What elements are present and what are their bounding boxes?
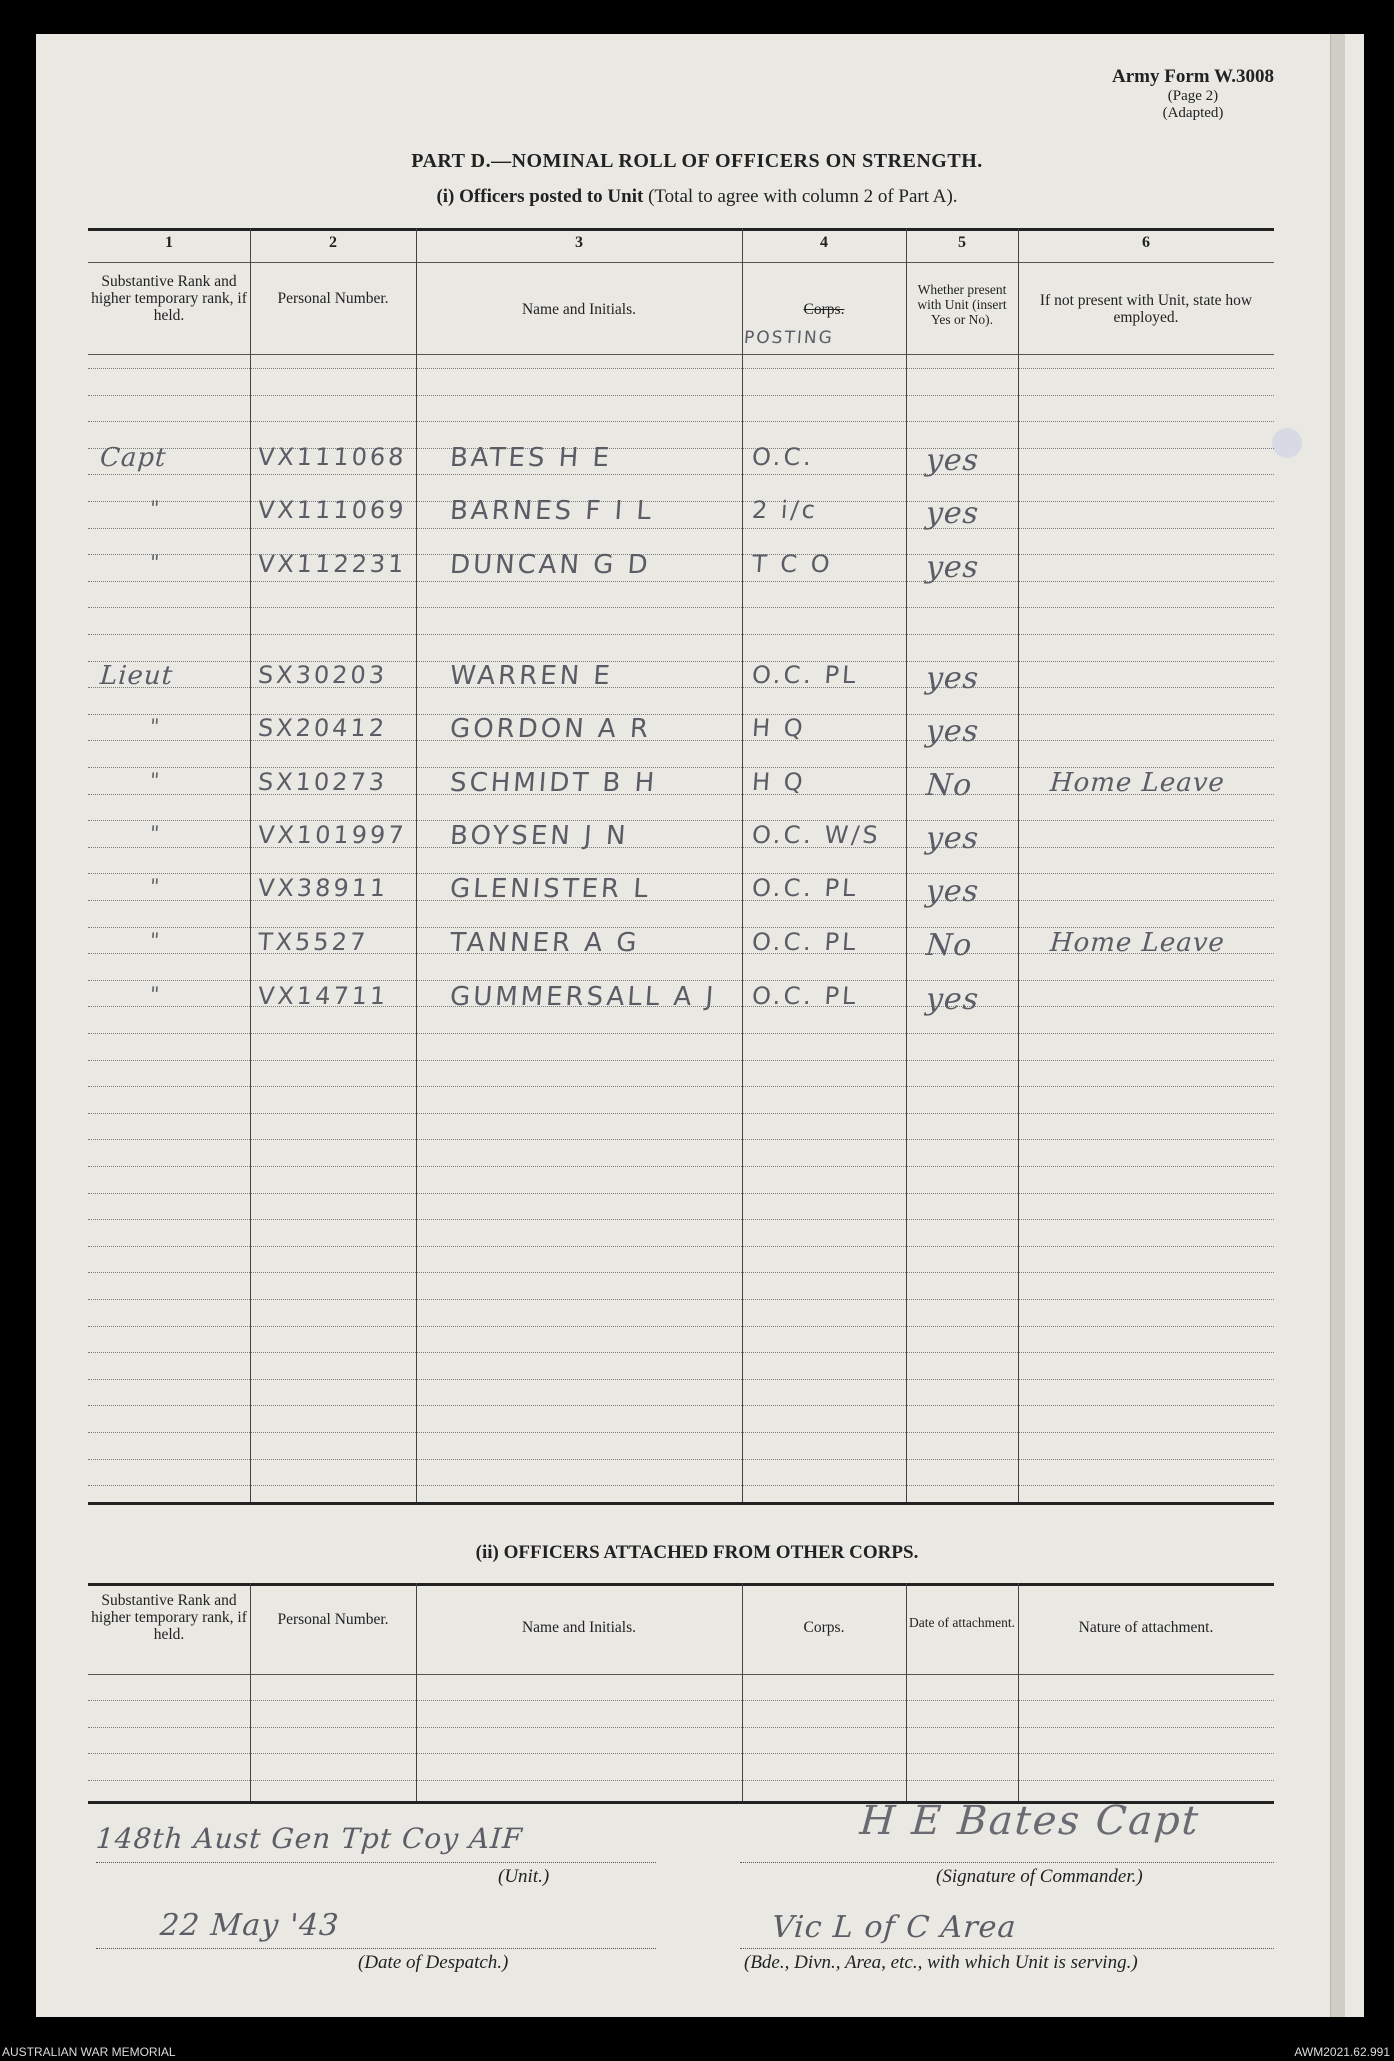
officer-posting: 2 i/c [751,496,819,524]
table-bottom-rule [88,1502,1274,1505]
header-name: Name and Initials. [521,301,637,318]
col-divider-5 [1018,228,1019,1502]
unit-label: (Unit.) [498,1866,550,1887]
ruled-row-line [88,1432,1274,1433]
unit-line [96,1862,656,1863]
part-d-title: PART D.—NOMINAL ROLL OF OFFICERS ON STRENGTH. [411,150,983,172]
officer-number: VX101997 [257,821,408,849]
header-personal-number: Personal Number. [277,290,389,307]
ruled-row-line [88,1193,1274,1194]
officer-posting: H Q [751,714,807,742]
header-rank: Substantive Rank and higher temporary rank, if held. [91,273,247,324]
officer-rank: " [149,550,162,574]
archive-credit: AUSTRALIAN WAR MEMORIAL [2,2045,176,2059]
ruled-row-line [88,980,1274,981]
part-ii-top-rule [88,1583,1274,1586]
col-divider-4 [906,228,907,1502]
col-divider-1 [250,228,251,1502]
ruled-row-line [88,1379,1274,1380]
ii-header-date: Date of attachment. [908,1615,1016,1630]
officer-present: yes [924,443,981,478]
officer-rank: Capt [98,443,168,473]
header-corps: Corps. [803,301,845,318]
ii-header-name: Name and Initials. [521,1619,637,1636]
officer-employed: Home Leave [1048,768,1226,798]
header-employed: If not present with Unit, state how employed. [1039,292,1253,326]
commander-signature: H E Bates Capt [858,1798,1202,1844]
ii-col-divider-4 [906,1583,907,1801]
ruled-row-line [88,1753,1274,1754]
officer-rank: " [149,982,162,1006]
ruled-row-line [88,1060,1274,1061]
area-value: Vic L of C Area [770,1910,1018,1945]
date-label: (Date of Despatch.) [358,1952,509,1973]
signature-line [740,1862,1274,1863]
part-d-subtitle-rest: (Total to agree with column 2 of Part A). [643,186,958,207]
officer-posting: O.C. W/S [751,821,882,849]
ii-header-corps: Corps. [803,1619,845,1636]
officer-rank: " [149,714,162,738]
officer-number: SX30203 [257,661,389,689]
unit-value: 148th Aust Gen Tpt Coy AIF [94,1822,524,1855]
punch-hole-mark [1272,428,1302,458]
officer-rank: " [149,821,162,845]
officer-rank: " [149,496,162,520]
ruled-row-line [88,528,1274,529]
ruled-row-line [88,1299,1274,1300]
col-number-1: 1 [165,234,173,251]
date-line [96,1948,656,1949]
officer-present: No [924,928,974,963]
officer-present: yes [924,661,981,696]
officer-present: yes [924,821,981,856]
officer-present: yes [924,874,981,909]
part-d-subtitle-bold: (i) Officers posted to Unit [436,186,644,207]
officer-name: TANNER A G [448,928,641,958]
col-number-5: 5 [958,234,966,251]
col-divider-3 [742,228,743,1502]
part-d-subtitle [0,186,1394,208]
colnum-rule [88,262,1274,263]
form-adapted: (Adapted) [1162,105,1224,121]
col-number-4: 4 [820,234,828,251]
part-ii-title: (ii) OFFICERS ATTACHED FROM OTHER CORPS. [475,1542,919,1563]
ruled-row-line [88,1219,1274,1220]
ii-col-divider-2 [416,1583,417,1801]
ruled-row-line [88,421,1274,422]
form-paper [36,34,1364,2017]
ii-col-divider-1 [250,1583,251,1801]
header-present: Whether present with Unit (insert Yes or No). [917,282,1007,327]
officer-name: DUNCAN G D [448,550,652,580]
officer-present: yes [924,550,981,585]
form-page: (Page 2) [1167,88,1219,104]
officer-number: VX112231 [257,550,408,578]
officer-posting: O.C. PL [751,928,860,956]
officer-name: SCHMIDT B H [448,768,659,798]
ruled-row-line [88,1326,1274,1327]
officer-rank: " [149,768,162,792]
officer-name: GLENISTER L [448,874,652,904]
ii-header-rank: Substantive Rank and higher temporary rank, if held. [91,1592,247,1643]
despatch-date-value: 22 May '43 [158,1908,341,1943]
part-ii-header-rule [88,1674,1274,1675]
officer-name: BATES H E [448,443,613,473]
col-divider-2 [416,228,417,1502]
officer-number: VX111068 [257,443,408,471]
ruled-row-line [88,1272,1274,1273]
ruled-row-line [88,1139,1274,1140]
officer-present: yes [924,982,981,1017]
officer-rank: " [149,874,162,898]
ruled-row-line [88,1485,1274,1486]
officer-rank: " [149,928,162,952]
officer-present: No [924,768,974,803]
officer-number: VX38911 [257,874,390,902]
form-identifier [1112,66,1274,122]
officer-posting: O.C. PL [751,661,860,689]
form-title: Army Form W.3008 [1111,66,1274,87]
ii-header-nature: Nature of attachment. [1078,1619,1214,1636]
area-label: (Bde., Divn., Area, etc., with which Unit is serving.) [744,1952,1138,1973]
officer-posting: T C O [751,550,834,578]
ruled-row-line [88,1086,1274,1087]
col-number-3: 3 [575,234,583,251]
officer-number: TX5527 [257,928,370,956]
table-top-rule [88,228,1274,231]
ii-header-personal-number: Personal Number. [277,1611,389,1628]
ruled-row-line [88,1166,1274,1167]
ruled-row-line [88,1459,1274,1460]
ruled-row-line [88,581,1274,582]
ruled-row-line [88,474,1274,475]
col-number-6: 6 [1142,234,1150,251]
officer-rank: Lieut [98,661,175,691]
ruled-row-line [88,1727,1274,1728]
officer-number: SX20412 [257,714,389,742]
officer-posting: O.C. PL [751,982,860,1010]
ii-col-divider-5 [1018,1583,1019,1801]
ruled-row-line [88,634,1274,635]
ruled-row-line [88,1700,1274,1701]
ii-col-divider-3 [742,1583,743,1801]
officer-posting: H Q [751,768,807,796]
officer-name: GUMMERSALL A J [448,982,718,1012]
officer-posting: O.C. PL [751,874,860,902]
ruled-row-line [88,1780,1274,1781]
officer-number: VX111069 [257,496,408,524]
header-rule [88,354,1274,355]
area-line [740,1948,1274,1949]
officer-posting: O.C. [751,443,815,471]
ruled-row-line [88,1405,1274,1406]
officer-name: BOYSEN J N [448,821,630,851]
ruled-row-line [88,368,1274,369]
officer-number: VX14711 [257,982,390,1010]
header-posting-handwritten: POSTING [743,328,835,348]
col-number-2: 2 [329,234,337,251]
officer-number: SX10273 [257,768,389,796]
officer-employed: Home Leave [1048,928,1226,958]
officer-present: yes [924,496,981,531]
officer-name: BARNES F I L [448,496,656,526]
ruled-row-line [88,1246,1274,1247]
archive-id: AWM2021.62.991 [1294,2045,1390,2059]
signature-label: (Signature of Commander.) [936,1866,1143,1887]
officer-name: WARREN E [448,661,614,691]
officer-name: GORDON A R [448,714,653,744]
paper-edge [1330,34,1345,2017]
ruled-row-line [88,395,1274,396]
officer-present: yes [924,714,981,749]
ruled-row-line [88,607,1274,608]
ruled-row-line [88,1113,1274,1114]
ruled-row-line [88,1352,1274,1353]
ruled-row-line [88,1033,1274,1034]
